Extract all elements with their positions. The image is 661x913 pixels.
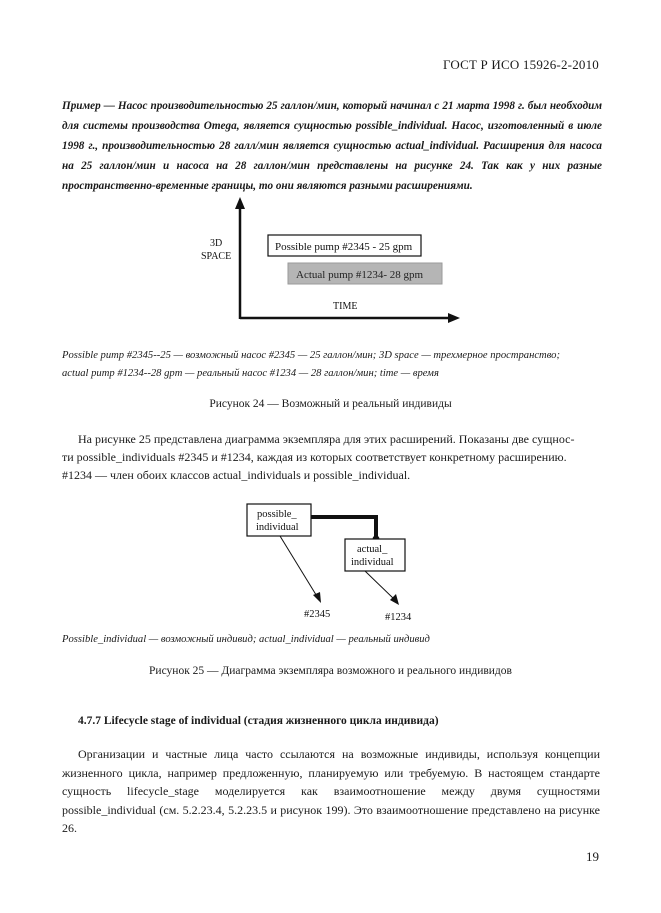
figure-24-title: Рисунок 24 — Возможный и реальный индивиды (209, 398, 452, 410)
classification-link (311, 517, 376, 537)
arrow-to-2345 (280, 536, 318, 598)
arrow-to-1234 (365, 571, 395, 600)
example-paragraph: Пример — Насос производительностью 25 галлон/мин, который начинал с 21 марта 1998 г. был необходим для системы производства Omega, является сущностью possible_individual. Насос, изготовленный в июле 1998 г., производительностью 28 галл/мин является сущностью actual_individual. Расширения для насоса на 25 галлон/мин и насоса на 28 галлон/мин представлены на рисунке 24. Так как у них разные пространственно-временные границы, то они являются разными расширениями. (62, 100, 602, 192)
figure-24-legend-line-1: Possible pump #2345--25 — возможный насос #2345 — 25 галлон/мин; 3D space — трехмерное пространство; (62, 350, 560, 361)
axis-x-label: TIME (333, 301, 358, 312)
figure-25-legend: Possible_individual — возможный индивид; actual_individual — реальный индивид (62, 634, 430, 645)
paragraph-1-line-2: ти possible_individuals #2345 и #1234, каждая из которых соответствует конкретному расширению. (62, 450, 567, 464)
arrow-head-2345 (313, 592, 321, 603)
actual-individual-label-2: individual (351, 557, 394, 568)
paragraph-1-line-1: На рисунке 25 представлена диаграмма экземпляра для этих расширений. Показаны две сущнос- (78, 432, 575, 446)
axis-y-label-2: SPACE (201, 251, 232, 262)
figure-25-title: Рисунок 25 — Диаграмма экземпляра возможного и реального индивидов (149, 665, 512, 677)
page-number: 19 (586, 849, 599, 864)
document-header: ГОСТ Р ИСО 15926-2-2010 (442, 57, 599, 72)
possible-individual-label-1: possible_ (257, 509, 297, 520)
possible-pump-label: Possible pump #2345 - 25 gpm (275, 241, 413, 253)
paragraph-1-line-3: #1234 — член обоих классов actual_individuals и possible_individual. (62, 468, 411, 482)
x-axis-arrow (448, 313, 460, 323)
possible-individual-label-2: individual (256, 522, 299, 533)
figure-25 (0, 495, 661, 625)
arrow-head-1234 (390, 594, 399, 605)
paragraph-2: Организации и частные лица часто ссылаются на возможные индивиды, используя концепции жизненного цикла, например предложенную, планируемую или требуемую. В настоящем стандарте сущность lifecycle_stage моделируется как взаимоотношение между двумя сущностями possible_individual (см. 5.2.23.4, 5.2.23.5 и рисунок 199). Это взаимоотношение представлено на рисунке 26. (62, 747, 600, 835)
y-axis-arrow (235, 197, 245, 209)
actual-individual-label-1: actual_ (357, 544, 388, 555)
figure-24 (0, 195, 661, 330)
actual-pump-label: Actual pump #1234- 28 gpm (296, 269, 424, 281)
figure-24-legend-line-2: actual pump #1234--28 gpm — реальный насос #1234 — 28 галлон/мин; time — время (62, 368, 439, 379)
axis-y-label-1: 3D (210, 238, 223, 249)
instance-2345-label: #2345 (304, 609, 331, 620)
instance-1234-label: #1234 (385, 612, 412, 623)
section-heading: 4.7.7 Lifecycle stage of individual (стадия жизненного цикла индивида) (78, 715, 439, 727)
